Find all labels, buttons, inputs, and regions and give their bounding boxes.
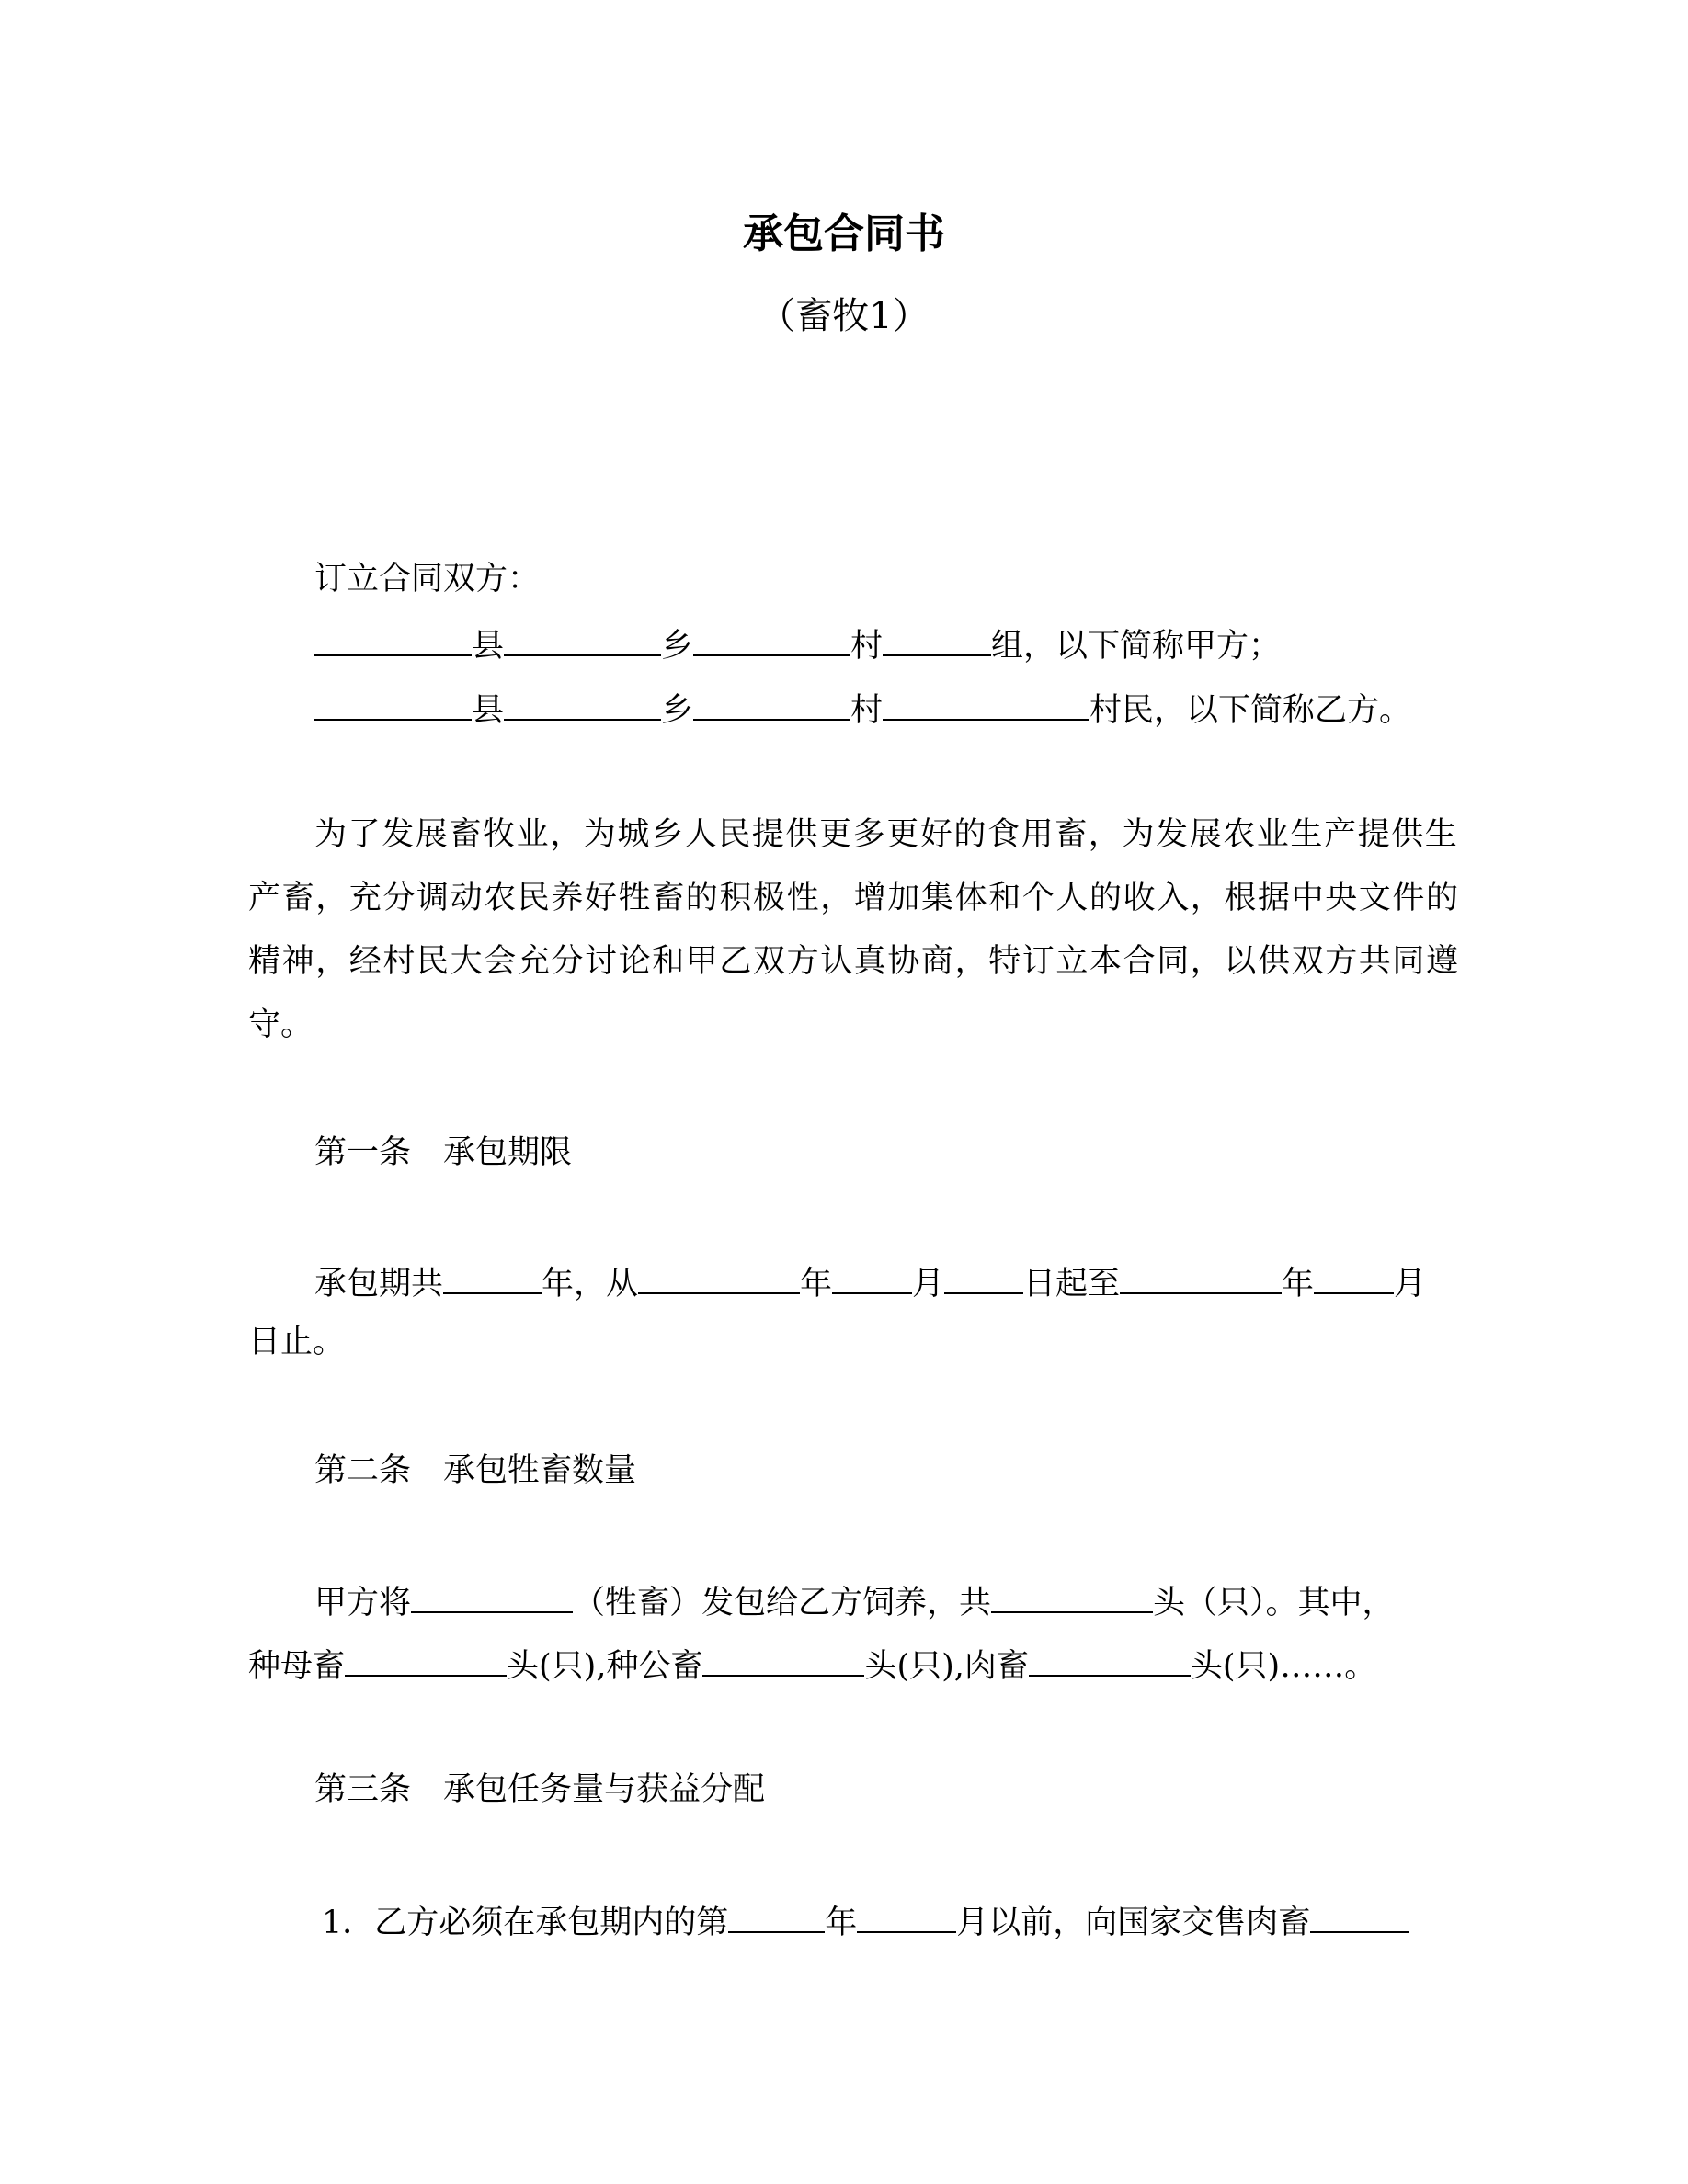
text: 甲方将: [314, 1585, 412, 1621]
document-title: 承包合同书: [743, 210, 945, 257]
article2-line2: [248, 1642, 1426, 1685]
text: 头(只)……。: [1190, 1648, 1377, 1685]
blank-field[interactable]: [883, 686, 1089, 721]
start-year-field[interactable]: [638, 1259, 800, 1294]
preamble-line: 为了发展畜牧业，为城乡人民提供更多更好的食用畜，为发展农业生产提供生: [314, 816, 1459, 853]
blank-field[interactable]: [314, 686, 472, 721]
blank-field[interactable]: [504, 621, 661, 656]
livestock-type-field[interactable]: [411, 1578, 573, 1613]
year-field[interactable]: [728, 1898, 825, 1933]
meat-livestock-field[interactable]: [1029, 1642, 1191, 1677]
text: （牲畜）发包给乙方饲养，共: [573, 1585, 992, 1621]
breeding-male-field[interactable]: [702, 1642, 864, 1677]
text: 年: [1282, 1266, 1315, 1302]
text: 头(只),种公畜: [507, 1648, 703, 1685]
blank-field[interactable]: [883, 621, 991, 656]
article2-heading: 第二条 承包牲畜数量: [314, 1452, 637, 1489]
county-label: 县: [472, 692, 505, 729]
document-subtitle: （畜牧1）: [758, 295, 930, 337]
article1-line2: 日止。: [248, 1324, 346, 1360]
preamble-line: 守。: [248, 1007, 314, 1043]
party-a-suffix: 组，以下简称甲方；: [991, 628, 1282, 665]
party-b-suffix: 村民，以下简称乙方。: [1089, 692, 1412, 729]
parties-heading: 订立合同双方：: [314, 561, 541, 597]
years-field[interactable]: [443, 1259, 542, 1294]
village-label: 村: [850, 628, 884, 665]
quantity-field[interactable]: [1310, 1898, 1409, 1933]
text: 头(只),肉畜: [864, 1648, 1029, 1685]
text: 月: [1394, 1266, 1427, 1302]
village-label: 村: [850, 692, 884, 729]
preamble-line: 精神，经村民大会充分讨论和甲乙双方认真协商，特订立本合同，以供双方共同遵: [248, 943, 1460, 980]
text: 年: [800, 1266, 833, 1302]
blank-field[interactable]: [504, 686, 661, 721]
blank-field[interactable]: [314, 621, 472, 656]
end-year-field[interactable]: [1120, 1259, 1282, 1294]
text: 月以前，向国家交售肉畜: [956, 1905, 1311, 1941]
month-field[interactable]: [857, 1898, 956, 1933]
township-label: 乡: [661, 628, 694, 665]
text: 月: [912, 1266, 945, 1302]
start-month-field[interactable]: [832, 1259, 912, 1294]
text: 种母畜: [248, 1648, 346, 1685]
article2-line1: [314, 1578, 1426, 1619]
text: 年，从: [542, 1266, 639, 1302]
text: 承包期共: [314, 1266, 444, 1302]
township-label: 乡: [661, 692, 694, 729]
breeding-female-field[interactable]: [345, 1642, 507, 1677]
county-label: 县: [472, 628, 505, 665]
article3-item1: [322, 1898, 1426, 1939]
party-b-line: [314, 686, 1426, 729]
blank-field[interactable]: [693, 686, 850, 721]
start-day-field[interactable]: [944, 1259, 1023, 1294]
total-count-field[interactable]: [991, 1578, 1153, 1613]
blank-field[interactable]: [693, 621, 850, 656]
article1-term-line: [314, 1259, 1426, 1300]
text: 日起至: [1023, 1266, 1121, 1302]
party-a-line: [314, 621, 1426, 665]
article3-heading: 第三条 承包任务量与获益分配: [314, 1771, 766, 1808]
text: 年: [825, 1905, 858, 1941]
preamble-line: 产畜，充分调动农民养好牲畜的积极性，增加集体和个人的收入，根据中央文件的: [248, 880, 1460, 916]
text: 头（只）。其中，: [1153, 1585, 1395, 1621]
end-month-field[interactable]: [1314, 1259, 1394, 1294]
text: 1．乙方必须在承包期内的第: [322, 1905, 729, 1941]
article1-heading: 第一条 承包期限: [314, 1134, 573, 1171]
